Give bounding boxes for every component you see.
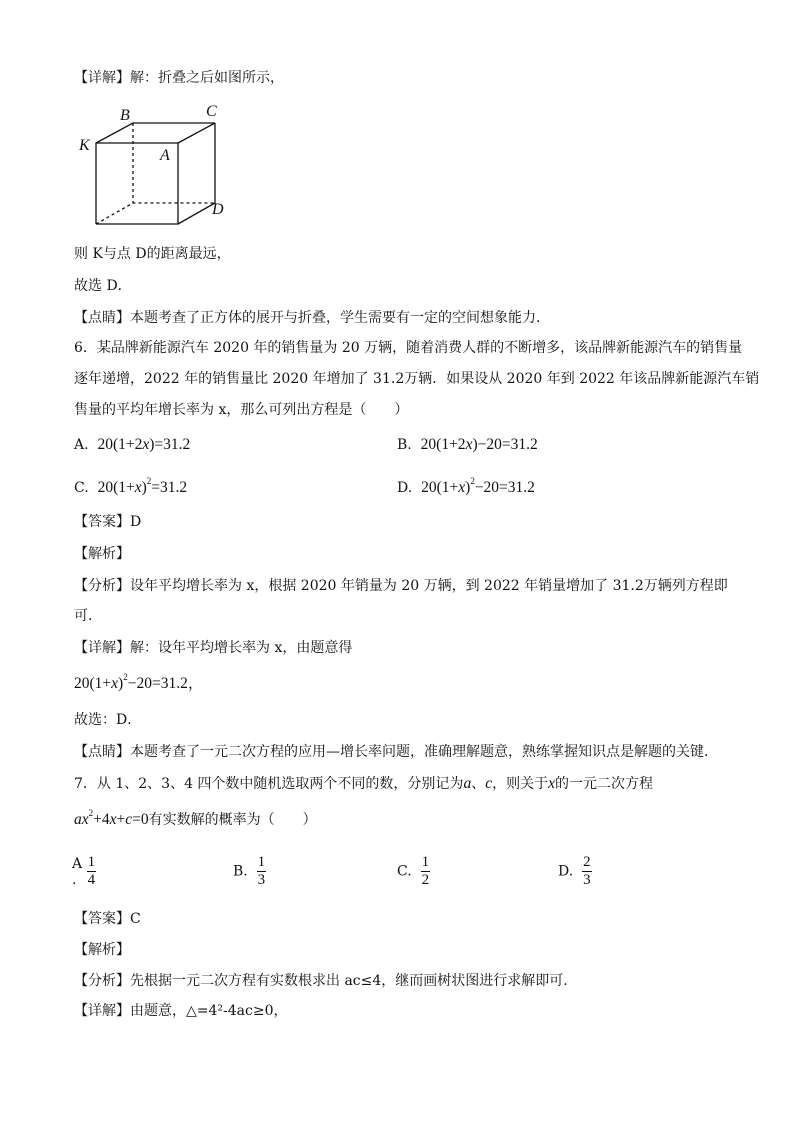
cube-right-face [178,123,215,224]
q6-option-a-label: A. [74,437,89,453]
q6-option-b [397,434,538,456]
q7-eq-x: x [109,811,117,828]
q6-stem-line2: 逐年递增，2022 年的销售量比 2020 年增加了 31.2万辆．如果设从 2020 年到 2022 年该品牌新能源汽车销 [74,371,760,387]
q7-eq-ax: ax [74,811,89,828]
q6-option-c-mid: ) [141,479,147,496]
q6-analysis-line2: 可． [74,608,102,624]
q6-option-b-pre: 20(1+2 [420,436,466,453]
q7-eq-exp: 2 [88,808,94,818]
q6-option-d [397,477,535,499]
q7-option-c-den: 2 [421,872,430,888]
q7-stem-tail: 有实数解的概率为（ ） [148,812,317,828]
q6-eq-var: x [111,675,119,692]
q6-equation [74,674,203,694]
q7-option-b-den: 3 [257,872,266,888]
q6-option-a-post: )=31.2 [149,436,191,453]
cube-top-face [96,123,215,143]
q7-option-b-label: B. [233,863,248,880]
cube-label-d: D [212,201,224,218]
q5-conclusion: 则 K与点 D的距离最远， [74,246,231,262]
cube-label-k: K [79,137,90,154]
q7-sep: 、 [471,776,486,792]
q6-option-b-label: B. [397,437,412,453]
q7-detail: 【详解】由题意，△=4²-4ac≥0， [74,1003,288,1019]
q6-comment: 【点睛】本题考查了一元二次方程的应用—增长率问题，准确理解题意，熟练掌握知识点是解题的关键． [74,744,718,760]
q7-option-b-num: 1 [257,854,266,870]
q7-stem-line1 [74,774,653,794]
q6-option-c-label: C. [74,480,89,496]
q7-eq-plus4: +4 [93,811,110,828]
q7-option-d-label: D. [558,863,574,880]
q6-choice: 故选：D． [74,712,142,728]
q6-option-d-mid: ) [465,479,471,496]
q7-option-c [397,854,430,889]
q6-eq-mid: ) [118,675,124,692]
q7-option-d-num: 2 [583,854,591,870]
q7-option-a-dot: . [72,871,77,888]
q6-stem-line1: 6．某品牌新能源汽车 2020 年的销售量为 20 万辆，随着消费人群的不断增多，该品牌新能源汽车的销售量 [74,340,743,356]
q7-stem-end: 的一元二次方程 [554,776,653,792]
cube-figure [76,100,236,230]
q5-detail-text: 【详解】解：折叠之后如图所示， [74,70,284,86]
q6-option-b-post: )−20=31.2 [472,436,538,453]
q5-choice: 故选 D． [74,278,132,294]
q7-option-c-num: 1 [421,854,430,870]
q7-var-x: x [548,775,555,792]
q7-eq-plus: + [116,811,126,828]
q7-option-d [558,854,592,889]
q7-option-c-label: C. [397,863,412,880]
q6-option-c-exp: 2 [146,476,152,486]
q6-eq-exp: 2 [123,672,128,682]
q7-eq-c: c [125,811,133,828]
q6-option-d-exp: 2 [470,476,475,486]
q7-stem-start: 7．从 1、2、3、4 四个数中随机选取两个不同的数，分别记为 [74,776,464,792]
q6-eq-post: −20=31.2， [127,675,204,692]
q7-option-a-num: 1 [87,854,96,870]
q7-option-a [72,854,96,889]
q6-option-a-pre: 20(1+2 [97,436,143,453]
q6-analysis-line1: 【分析】设年平均增长率为 x，根据 2020 年销量为 20 万辆，到 2022 年销量增加了 31.2万辆列方程即 [74,578,728,594]
q7-option-d-frac [582,854,592,889]
q7-option-b-frac [257,854,267,889]
q7-stem-line2 [74,810,317,830]
q6-option-c-post: =31.2 [151,479,188,496]
q6-option-d-post: −20=31.2 [474,479,535,496]
q7-analysis-line: 【分析】先根据一元二次方程有实数根求出 ac≤4，继而画树状图进行求解即可. [74,973,568,989]
q6-option-d-label: D. [397,480,413,496]
q7-option-c-frac [421,854,431,889]
q7-var-a: a [463,775,472,792]
q6-option-d-var: x [458,479,466,496]
q6-option-a [74,434,190,456]
q7-answer: 【答案】C [74,911,141,927]
cube-label-a: A [160,147,170,164]
q7-option-a-label: A [72,855,83,872]
q6-option-b-var: x [465,436,473,453]
q6-stem-line3: 售量的平均年增长率为 x，那么可列出方程是（ ） [74,402,409,418]
q7-option-a-den: 4 [87,872,96,888]
q7-stem-mid: ，则关于 [492,776,549,792]
q6-option-d-pre: 20(1+ [421,479,459,496]
q6-detail: 【详解】解：设年平均增长率为 x，由题意得 [74,640,353,656]
cube-label-b: B [120,107,130,124]
q7-option-d-den: 3 [583,872,591,888]
q7-eq-end: =0 [132,811,149,828]
q7-analysis-heading: 【解析】 [74,942,130,958]
q6-option-a-var: x [142,436,150,453]
q6-option-c-var: x [134,479,142,496]
q6-analysis-heading: 【解析】 [74,546,130,562]
cube-label-c: C [206,103,217,120]
q6-option-c-pre: 20(1+ [97,479,135,496]
q6-eq-pre: 20(1+ [74,675,112,692]
q7-option-b [233,854,266,889]
q6-answer: 【答案】D [74,514,142,530]
q6-option-c [74,477,187,499]
q5-comment: 【点睛】本题考查了正方体的展开与折叠，学生需要有一定的空间想象能力． [74,310,550,326]
q7-option-a-frac [87,854,97,889]
q7-var-c: c [485,775,493,792]
